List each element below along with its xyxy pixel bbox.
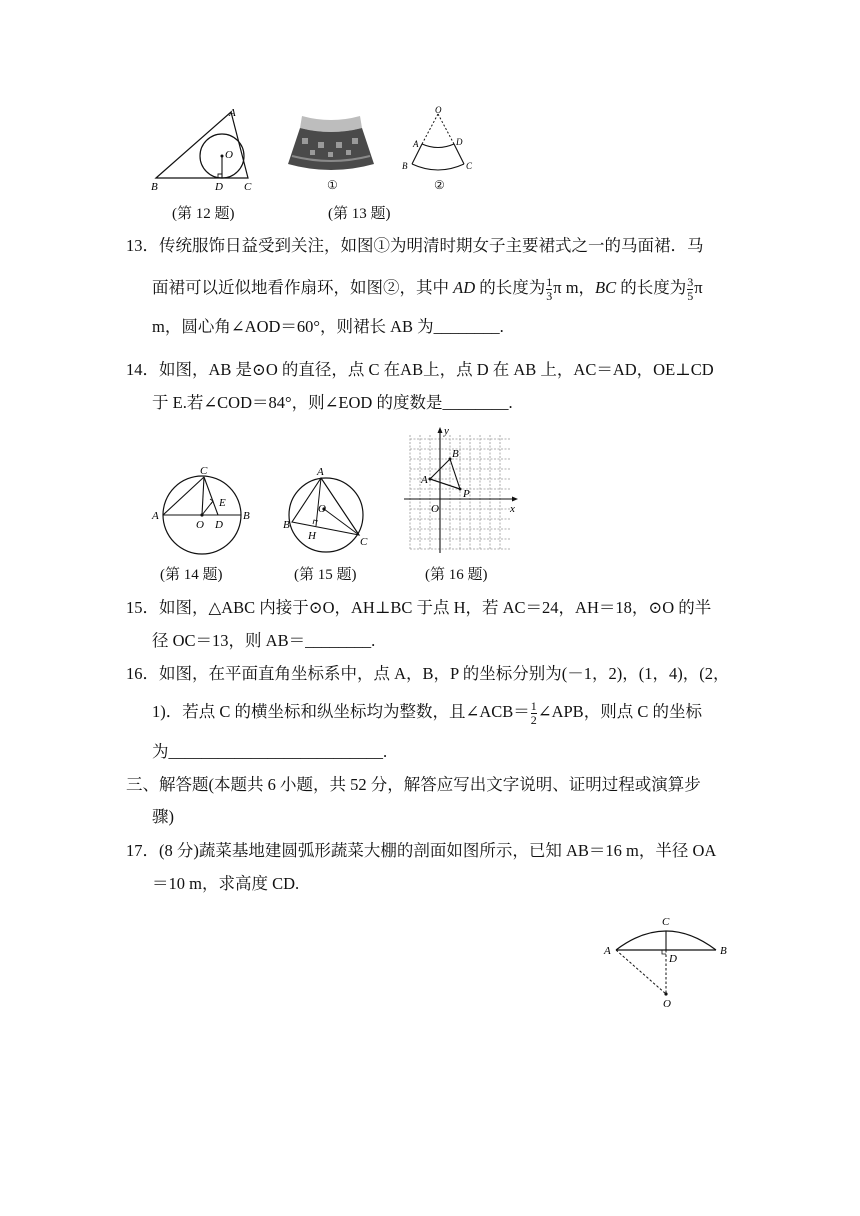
label-O: O [663,998,671,1010]
label-y: y [444,425,449,437]
figure-13-sector [398,104,478,182]
q16-line1: 16．如图，在平面直角坐标系中，点 A，B，P 的坐标分别为(－1，2)，(1，4)，(2， [126,664,730,683]
label-C: C [244,181,252,193]
q16-line2: 1)．若点 C 的横坐标和纵坐标均为整数，且∠ACB＝ $\frac{1}{2}$ ∠APB，则点 C 的坐标 [152,698,702,727]
label-C: C [360,536,368,548]
q13-line3: m，圆心角∠AOD＝60°，则裙长 AB 为________. [152,317,504,336]
caption-fig13: (第 13 题) [328,206,391,222]
label-A: A [413,139,419,149]
label-A: A [317,466,324,478]
fraction-one-half: $\frac{1}{2}$ [530,698,537,727]
figure-14 [148,462,258,558]
label-x: x [510,503,515,515]
subfigure-2-label: ② [434,178,445,192]
subfigure-1-label: ① [327,178,338,192]
label-C: C [466,161,473,171]
label-C: C [200,465,208,477]
q13-line2: 面裙可以近似地看作扇环，如图②，其中 AD 的长度为 $\frac{1}{3}$ π m，BC 的长度为 $\frac{3}{5}$ π [152,274,703,303]
label-B: B [151,181,158,193]
label-B: B [283,519,290,531]
q14-line2: 于 E.若∠COD＝84°，则∠EOD 的度数是________. [152,393,513,412]
label-A: A [604,945,611,957]
caption-fig14: (第 14 题) [160,567,223,583]
q17-line1: 17．(8 分)蔬菜基地建圆弧形蔬菜大棚的剖面如图所示，已知 AB＝16 m，半径 OA [126,841,717,860]
label-H: H [308,530,316,542]
section3-line2: 骤) [152,807,174,826]
label-B: B [402,161,408,171]
fraction-three-fifths: $\frac{3}{5}$ [687,274,694,303]
q17-line2: ＝10 m，求高度 CD. [152,874,300,893]
q15-line2: 径 OC＝13，则 AB＝________. [152,631,376,650]
q13-line1: 13．传统服饰日益受到关注，如图①为明清时期女子主要裙式之一的马面裙．马 [126,236,704,255]
label-E: E [219,497,226,509]
label-D: D [456,137,463,147]
label-O: O [435,105,442,115]
label-A: A [152,510,159,522]
fraction-one-third: $\frac{1}{3}$ [546,274,553,303]
label-A: A [229,107,236,119]
section3-line1: 三、解答题(本题共 6 小题，共 52 分，解答应写出文字说明、证明过程或演算步 [126,775,701,794]
label-D: D [215,181,223,193]
q14-line1: 14．如图，AB 是⊙O 的直径，点 C 在AB上，点 D 在 AB 上，AC＝AD，OE⊥CD [126,360,714,379]
label-C: C [662,916,670,928]
figure-12 [148,104,260,194]
label-A: A [421,474,428,486]
label-B: B [720,945,727,957]
label-P: P [463,488,470,500]
figure-17 [598,910,738,1010]
label-B: B [243,510,250,522]
label-O: O [431,503,439,515]
caption-fig12: (第 12 题) [172,206,235,222]
label-B: B [452,448,459,460]
q16-line3: 为__________________________. [152,742,388,761]
label-D: D [669,953,677,965]
figure-15 [280,462,376,558]
caption-fig15: (第 15 题) [294,567,357,583]
label-O: O [318,503,326,515]
q15-line1: 15．如图，△ABC 内接于⊙O，AH⊥BC 于点 H，若 AC＝24，AH＝18，⊙O 的半 [126,598,712,617]
skirt-image [286,106,376,172]
label-O: O [196,519,204,531]
caption-fig16: (第 16 题) [425,567,488,583]
label-D: D [215,519,223,531]
figure-16 [400,425,524,555]
label-O: O [225,149,233,161]
